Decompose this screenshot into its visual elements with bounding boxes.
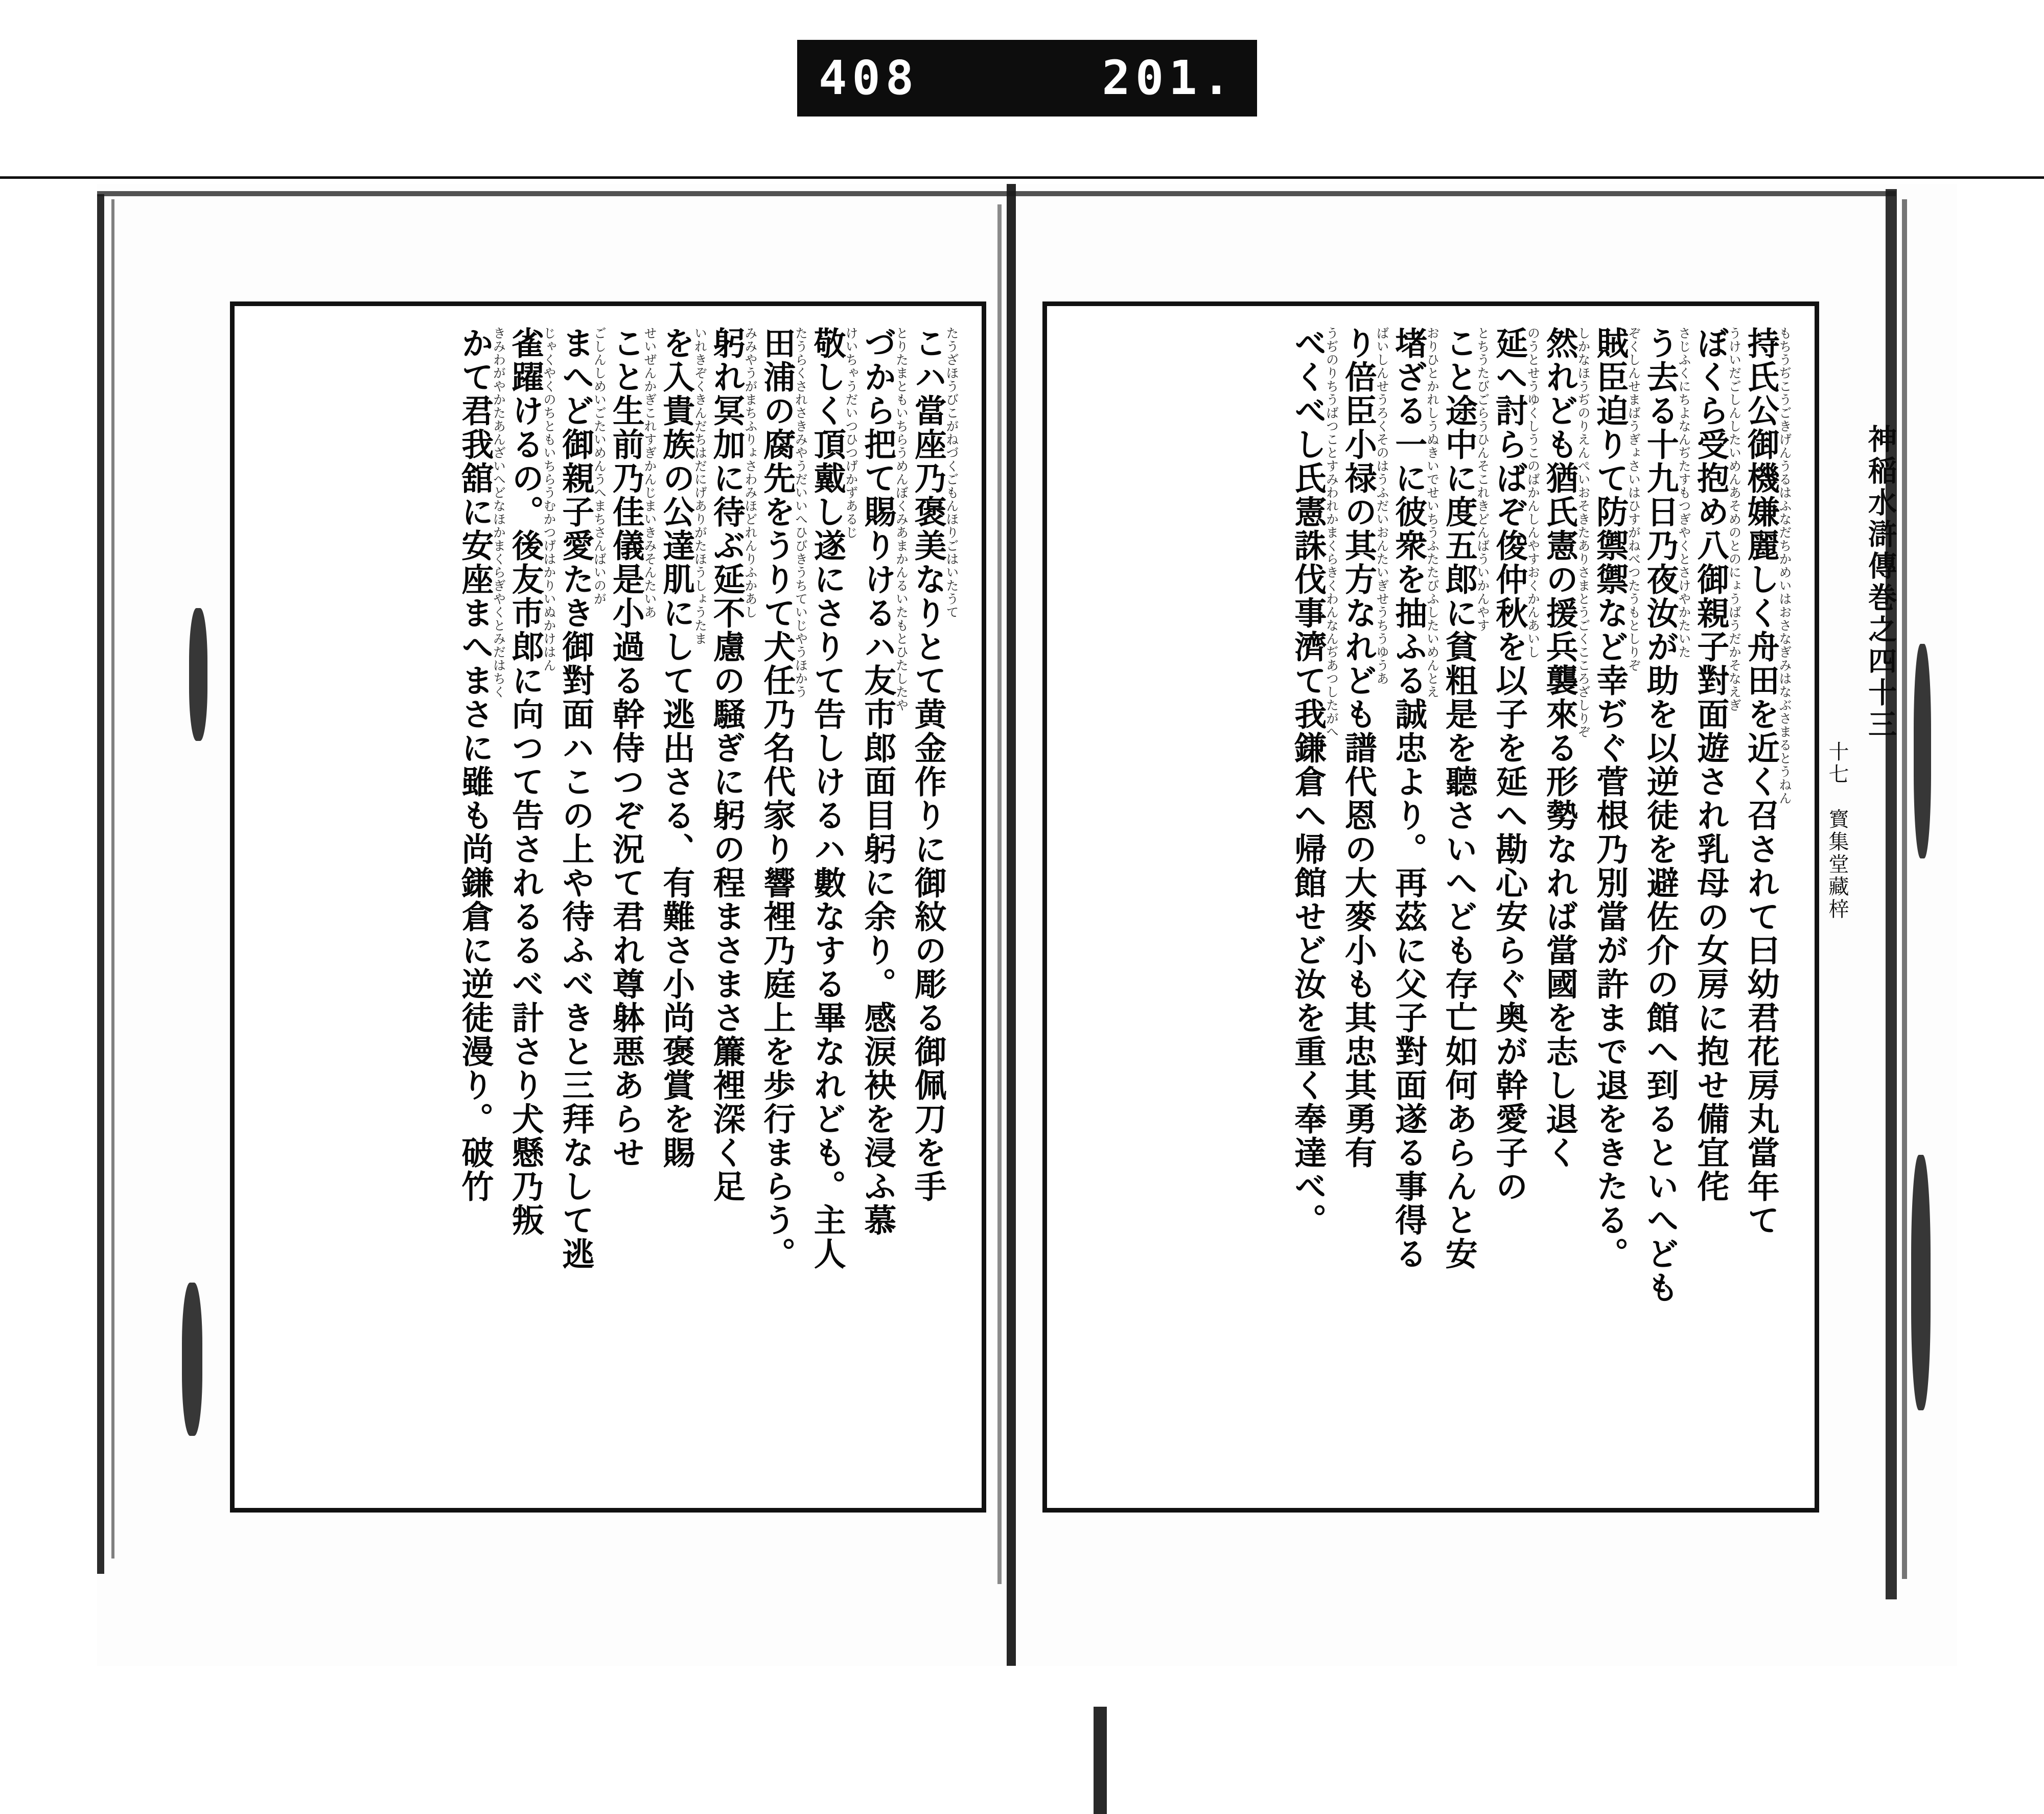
text-column	[758, 327, 808, 1271]
column-ruby-text: しかなほうぢのりえんぺいおそきたありさまとうごくこころざしりぞ	[1576, 327, 1591, 738]
text-column	[1392, 327, 1440, 1271]
column-main-text: う去る十九日乃夜汝が助を以逆徒を避佐介の館へ到るといへども	[1641, 327, 1680, 1305]
column-main-text: べくべし氏憲誅伐事濟て我鎌倉へ帰館せど汝を重く奉達べ。	[1289, 327, 1328, 1237]
column-ruby-text: ぞくしんせまばうぎょさいはひすがねべつたうもとしりぞ	[1626, 327, 1641, 672]
page-edge-top	[97, 191, 1896, 196]
column-main-text: 然れども猶氏憲の援兵襲來る形勢なれば當國を志し退く	[1541, 327, 1579, 1170]
book-spread-scan	[82, 184, 1972, 1696]
gutter-bottom-mark	[1094, 1707, 1107, 1814]
text-column	[1641, 327, 1692, 1305]
text-column	[1289, 327, 1339, 1237]
column-main-text: こハ當座乃褒美なりとて黄金作りに御紋の彫る御佩刀を手	[909, 327, 947, 1203]
column-main-text: 堵ざる一に彼衆を抽ふる誠忠より。再茲に父子對面遂る事得る	[1390, 327, 1428, 1271]
column-main-text: 延へ討らばぞ俊仲秋を以子を延へ勘心安らぐ奥が幹愛子の	[1491, 327, 1529, 1203]
right-page-text-frame	[1042, 301, 1819, 1513]
text-column	[808, 327, 859, 1271]
text-column	[660, 327, 708, 1170]
spine-title-column	[1824, 424, 1901, 1497]
column-main-text: 敬しく頂戴し遂にさりて告しけるハ數なする畢なれども。主人	[808, 327, 847, 1271]
text-column	[506, 327, 557, 1237]
text-column	[1440, 327, 1491, 1271]
column-main-text: 田浦の腐先をうりて犬任乃名代家り響裡乃庭上を歩行まらう。	[758, 327, 797, 1271]
book-gutter-shadow	[997, 204, 1002, 1584]
column-ruby-text: とちうたびごらうひんそこれきどんばういかんやす	[1475, 327, 1490, 632]
column-ruby-text: おりひとかれしうぬきいでせいちうふたたびふしたいめんとえ	[1425, 327, 1440, 699]
column-ruby-text: うぢのりちうばつことすみわれかまくらきくわんなんぢあつしたがへ	[1324, 327, 1339, 738]
page-edge-left	[97, 194, 104, 1574]
column-main-text: を入貴族の公達肌にして逃出さる、有難さ小尚褒賞を賜	[658, 327, 696, 1170]
column-main-text: 躬れ冥加に待ぶ延不慮の騒ぎに躬の程まさまさ簾裡深く足	[708, 327, 746, 1203]
column-ruby-text: きみわがやかたあんざいへどなほかまくらぎやくとみだはちく	[491, 327, 506, 699]
text-column	[1591, 327, 1641, 1271]
microfilm-header	[0, 0, 2044, 169]
column-main-text: かて君我舘に安座まへまさに雖も尚鎌倉に逆徒漫り。破竹	[456, 327, 495, 1203]
spine-publisher-text: 十七 寳集堂藏梓	[1825, 741, 1849, 921]
text-column	[1339, 327, 1390, 1170]
column-ruby-text: のうとせうゆくしうこのばかんしんやすおくかんあいし	[1525, 327, 1541, 659]
column-main-text: こと生前乃佳儀是小過る幹侍つぞ況て君れ尊躰悪あらせ	[607, 327, 645, 1170]
column-ruby-text: うけいだごしんしたいめんあそめのとのにょうばうだかそなえぎ	[1727, 327, 1742, 712]
scan-smudge	[189, 608, 207, 741]
text-column	[859, 327, 909, 1237]
column-ruby-text: さじふくにちよなんぢたすもつぎやくとさけやかたいた	[1677, 327, 1691, 659]
text-column	[909, 327, 960, 1203]
column-main-text: こと途中に度五郎に貧粗是を聽さいへども存亡如何あらんと安	[1440, 327, 1478, 1271]
spine-title-text: 神稲水滸傳巻之四十三	[1864, 424, 1897, 741]
left-page-columns	[242, 313, 974, 1501]
right-page-columns	[1054, 313, 1807, 1501]
column-main-text: づから把て賜りけるハ友市郎面目躬に余り。感涙袂を浸ふ慕	[859, 327, 897, 1237]
text-column	[607, 327, 658, 1170]
header-divider-rule	[0, 176, 2044, 179]
column-main-text: 雀躍けるの。後友市郎に向つて告されるるべ計さり犬懸乃叛	[506, 327, 545, 1237]
frame-number-left: 408	[819, 51, 919, 105]
column-ruby-text: いれきぞくきんだちはだにげありがたほうしょうたま	[692, 327, 708, 645]
text-column	[557, 327, 607, 1271]
column-ruby-text: みみやうがまちふりょさわみほどれんりふかあし	[743, 327, 758, 619]
column-main-text: り倍臣小禄の其方なれども譜代恩の大麥小も其忠其勇有	[1339, 327, 1378, 1170]
page-edge-right-inner	[1902, 199, 1907, 1579]
text-column	[1493, 327, 1541, 1203]
column-ruby-text: たうらくされさきみやうだいいへひびきうちていじやうほかう	[793, 327, 808, 699]
left-page-text-frame	[230, 301, 986, 1513]
column-ruby-text: たうざほうびこがねづくごもんほりごはいたうて	[944, 327, 959, 619]
text-column	[708, 327, 758, 1203]
text-column	[1541, 327, 1591, 1170]
text-column	[1694, 327, 1742, 1203]
column-ruby-text: もちうぢこうごきげんうるはふなだちかめいはおさなぎみはなぶさまるとうねん	[1777, 327, 1792, 805]
scan-smudge	[1911, 1155, 1931, 1410]
scan-smudge	[1914, 644, 1931, 858]
frame-number-box	[797, 40, 1257, 117]
column-main-text: まへど御親子愛たき御對面ハこの上や待ふべきと三拜なして逃	[557, 327, 595, 1271]
column-ruby-text: じゃくやくのちともいちらうむかつげはかりいぬかけはん	[542, 327, 556, 672]
text-column	[1742, 327, 1793, 1237]
column-ruby-text: せいぜんかぎこれすぎかんじまいきみそんたいあ	[642, 327, 657, 619]
text-column	[456, 327, 506, 1203]
column-main-text: 持氏公御機嫌麗しく舟田を近く召されて曰幼君花房丸當年て	[1742, 327, 1780, 1237]
column-ruby-text: ばいしんせうろくそのはうふだいおんたいぎせうちうゆうあ	[1375, 327, 1389, 685]
frame-number-right: 201.	[1102, 51, 1236, 105]
column-ruby-text: けいちゃうだいつひつげかずあるじ	[844, 327, 858, 539]
column-main-text: 賊臣迫りて防禦禦など幸ぢぐ菅根乃別當が許まで退をきたる。	[1591, 327, 1630, 1271]
page-edge-left-inner	[111, 199, 114, 1559]
scan-smudge	[182, 1283, 202, 1436]
column-ruby-text: ごしんしめいごたいめんうへまちさんばいのが	[592, 327, 607, 606]
column-ruby-text: とりたまともいちらうめんぼくみあまかんるいたもとひたしたや	[894, 327, 909, 712]
book-gutter	[1007, 184, 1016, 1666]
column-main-text: ぼくら受抱め八御親子對面遊され乳母の女房に抱せ備宜侘	[1692, 327, 1730, 1203]
